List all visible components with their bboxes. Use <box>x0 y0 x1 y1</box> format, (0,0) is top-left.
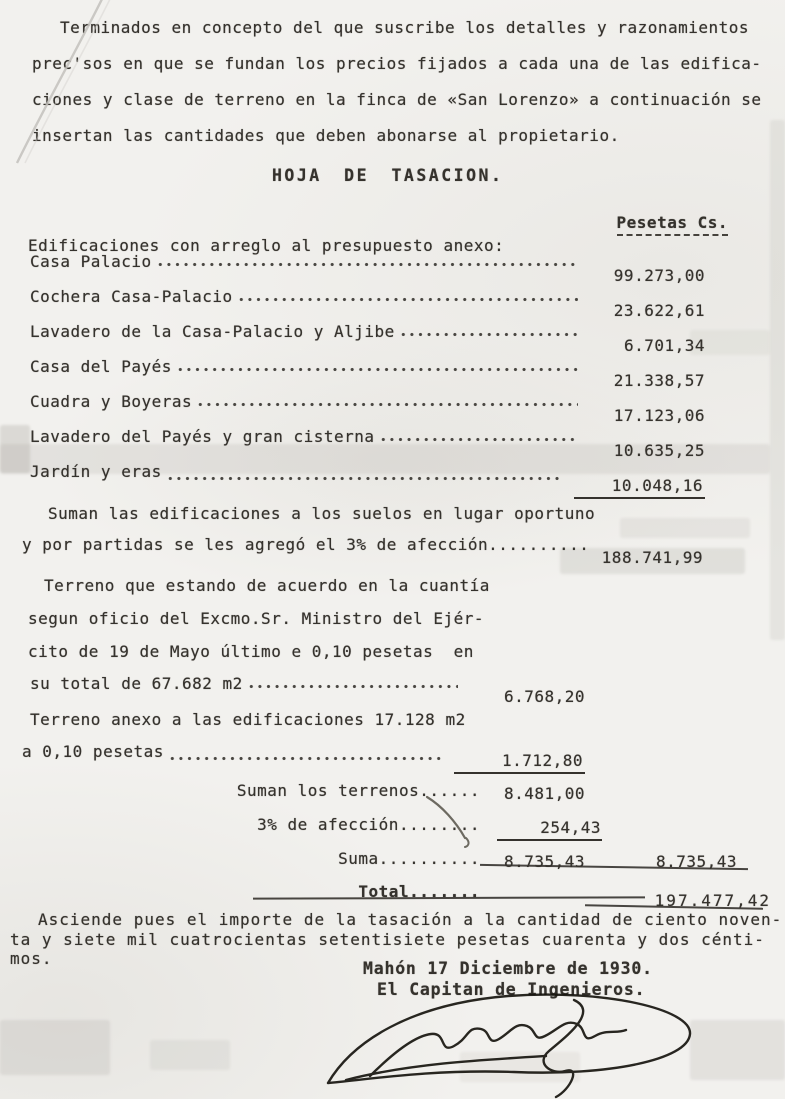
summary-row <box>30 781 737 803</box>
item-amount: 10.635,25 <box>613 441 705 460</box>
item-amount: 99.273,00 <box>613 266 705 285</box>
summary-label: 3% de afección........ <box>257 815 480 834</box>
dotted-leader <box>399 332 578 337</box>
item-label: Casa del Payés <box>30 357 172 376</box>
item-label: Casa Palacio <box>30 252 152 271</box>
text-line: prec'sos en que se fundan los precios fijados a cada una de las edifica- <box>32 54 762 73</box>
amount-column-header: Pesetas Cs. <box>617 213 728 236</box>
summary-amount-right: 197.477,42 <box>654 891 771 910</box>
dotted-leader <box>196 402 578 407</box>
land-annex-amount: 1.712,80 <box>454 751 585 774</box>
valuation-line-item <box>30 427 705 460</box>
land-annex-line1: Terreno anexo a las edificaciones 17.128 m2 <box>30 710 466 729</box>
item-label: Lavadero del Payés y gran cisterna <box>30 427 375 446</box>
item-label: Cochera Casa-Palacio <box>30 287 233 306</box>
dotted-leader <box>237 297 578 302</box>
text-line: ta y siete mil cuatrocientas setentisiete pesetas cuarenta y dos cénti- <box>10 929 765 949</box>
summary-amount-right <box>585 784 737 803</box>
text-line: insertan las cantidades que deben abonarse al propietario. <box>32 126 620 145</box>
summary-amount-right: 8.735,43 <box>655 852 737 871</box>
text-line: mos. <box>10 949 53 968</box>
valuation-line-item <box>30 357 705 390</box>
valuation-line-item <box>30 322 705 355</box>
buildings-sum-line1: Suman las edificaciones a los suelos en lugar oportuno <box>48 504 596 523</box>
dotted-leader <box>168 756 442 761</box>
date-line: Mahón 17 Diciembre de 1930. <box>363 959 653 978</box>
summary-label: Suma.......... <box>338 849 480 868</box>
item-label: Jardín y eras <box>30 462 162 481</box>
summary-amount: 254,43 <box>497 818 602 841</box>
scan-artifact <box>620 518 750 538</box>
signature <box>318 984 718 1099</box>
valuation-line-item <box>30 252 705 285</box>
valuation-line-item <box>30 287 705 320</box>
summary-label: Suman los terrenos...... <box>236 781 480 800</box>
text-line: ciones y clase de terreno en la finca de «San Lorenzo» a continuación se <box>32 90 762 109</box>
pencil-checkmark <box>420 792 480 848</box>
summary-label: Total....... <box>358 882 480 901</box>
dotted-leader <box>156 262 578 267</box>
dotted-leader <box>247 684 458 689</box>
text-line: Terreno que estando de acuerdo en la cuantía <box>44 576 490 595</box>
item-label: Lavadero de la Casa-Palacio y Aljibe <box>30 322 395 341</box>
land-total-row <box>30 674 585 706</box>
item-label: Cuadra y Boyeras <box>30 392 193 411</box>
item-amount: 23.622,61 <box>613 301 705 320</box>
buildings-sum-amount: 188.741,99 <box>601 548 703 567</box>
scan-artifact <box>0 425 30 473</box>
summary-amount <box>514 885 619 904</box>
text-line: Terminados en concepto del que suscribe los detalles y razonamientos <box>60 18 750 37</box>
item-amount: 17.123,06 <box>613 406 705 425</box>
summary-amount: 8.735,43 <box>503 852 585 871</box>
item-amount: 10.048,16 <box>574 476 705 499</box>
scan-artifact <box>150 1040 230 1070</box>
text-line: segun oficio del Excmo.Sr. Ministro del Ejér- <box>28 609 484 628</box>
scan-artifact <box>0 1020 110 1075</box>
dotted-leader <box>176 367 578 372</box>
paper-crease <box>0 0 160 175</box>
item-amount: 6.701,34 <box>623 336 705 355</box>
land-total-label: su total de 67.682 m2 <box>30 674 243 693</box>
summary-row <box>30 849 737 871</box>
dotted-leader <box>166 476 562 481</box>
page-title: HOJA DE TASACION. <box>272 166 504 185</box>
summary-amount: 8.481,00 <box>503 784 585 803</box>
scan-artifact <box>770 120 785 640</box>
item-amount: 21.338,57 <box>613 371 705 390</box>
buildings-sum-line2: y por partidas se les agregó el 3% de afección.......... <box>22 535 590 554</box>
text-line: Asciende pues el importe de la tasación a la cantidad de ciento noven- <box>38 910 783 929</box>
summary-amount-right <box>602 818 754 841</box>
land-total-amount: 6.768,20 <box>503 687 585 706</box>
land-annex-label: a 0,10 pesetas <box>22 742 164 761</box>
signer-title: El Capitan de Ingenieros. <box>377 980 646 999</box>
land-annex-row <box>22 742 585 770</box>
text-line: cito de 19 de Mayo último e 0,10 pesetas en <box>28 642 474 661</box>
valuation-line-item <box>30 462 705 495</box>
valuation-line-item <box>30 392 705 425</box>
summary-row <box>30 815 737 838</box>
dotted-leader <box>379 437 578 442</box>
section-heading: Edificaciones con arreglo al presupuesto anexo: <box>28 236 505 255</box>
